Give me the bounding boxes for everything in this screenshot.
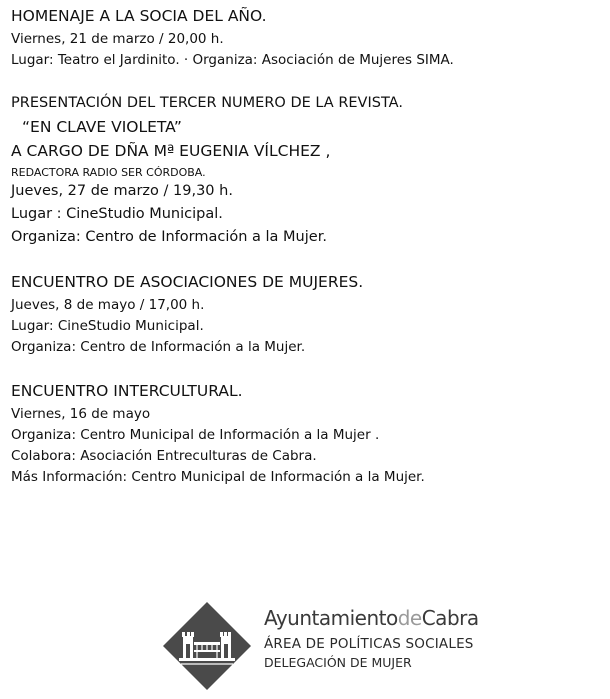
event-4-date: Viernes, 16 de mayo: [11, 406, 151, 422]
event-3-place: Lugar: CineStudio Municipal.: [11, 318, 204, 334]
event-2-title-line-1: PRESENTACIÓN DEL TERCER NUMERO DE LA REVISTA.: [11, 95, 403, 111]
event-2-place: Lugar : CineStudio Municipal.: [11, 206, 223, 222]
castle-emblem-icon: [161, 600, 253, 692]
event-4-title: ENCUENTRO INTERCULTURAL.: [11, 382, 243, 400]
event-2-title-line-2: “EN CLAVE VIOLETA”: [22, 118, 182, 136]
area-label: ÁREA DE POLÍTICAS SOCIALES: [264, 636, 474, 652]
event-1-date: Viernes, 21 de marzo / 20,00 h.: [11, 31, 224, 47]
event-1-title: HOMENAJE A LA SOCIA DEL AÑO.: [11, 7, 267, 25]
brand-part-2: de: [397, 606, 422, 630]
event-4-collaborator: Colabora: Asociación Entreculturas de Cabra.: [11, 448, 317, 464]
event-1-place: Lugar: Teatro el Jardinito. · Organiza: Asociación de Mujeres SIMA.: [11, 52, 454, 68]
event-3-organizer: Organiza: Centro de Información a la Mujer.: [11, 339, 306, 355]
event-2-title-line-3: A CARGO DE DÑA Mª EUGENIA VÍLCHEZ ,: [11, 142, 331, 160]
brand-part-1: Ayuntamiento: [264, 606, 398, 630]
event-3-date: Jueves, 8 de mayo / 17,00 h.: [11, 297, 205, 313]
event-4-info: Más Información: Centro Municipal de Información a la Mujer.: [11, 469, 425, 485]
event-2-date: Jueves, 27 de marzo / 19,30 h.: [11, 183, 233, 199]
brand-name: [264, 606, 479, 630]
event-2-subtitle: REDACTORA RADIO SER CÓRDOBA.: [11, 166, 206, 179]
event-4-organizer: Organiza: Centro Municipal de Información a la Mujer .: [11, 427, 380, 443]
event-3-title: ENCUENTRO DE ASOCIACIONES DE MUJERES.: [11, 273, 364, 291]
brand-part-3: Cabra: [421, 606, 479, 630]
event-2-organizer: Organiza: Centro de Información a la Mujer.: [11, 229, 327, 245]
delegation-label: DELEGACIÓN DE MUJER: [264, 655, 412, 670]
footer-branding: [264, 606, 479, 670]
